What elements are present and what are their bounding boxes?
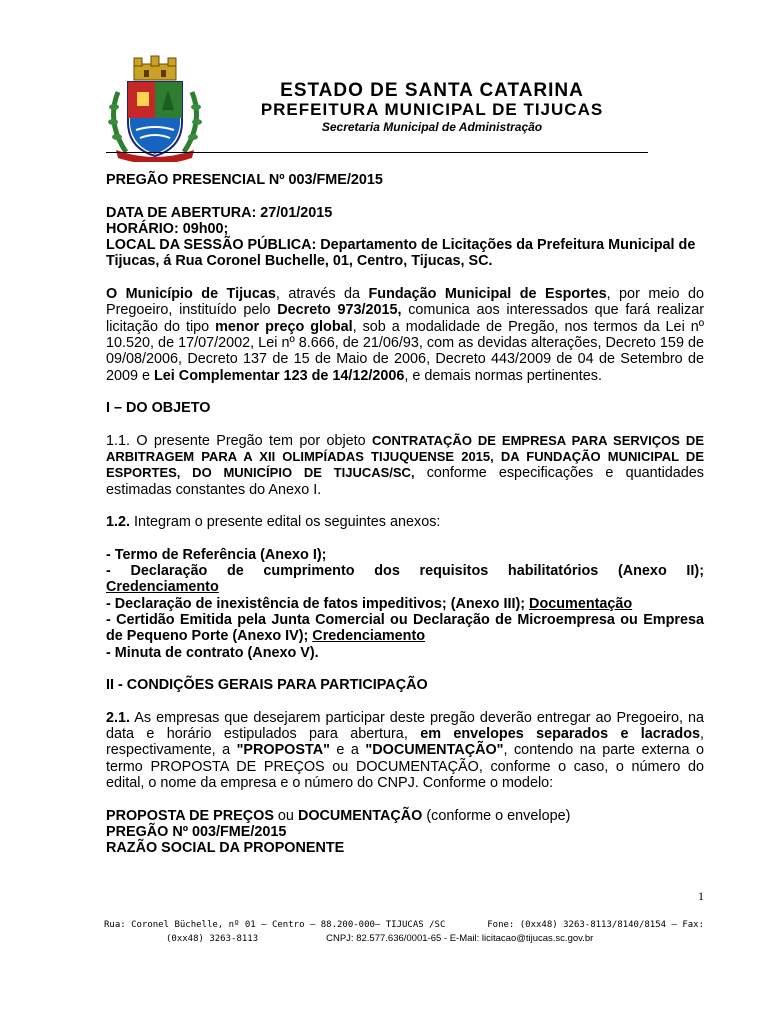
pregao-title: PREGÃO PRESENCIAL Nº 003/FME/2015 xyxy=(106,172,383,188)
local-sessao: LOCAL DA SESSÃO PÚBLICA: Departamento de Licitações da Prefeitura Municipal de Tijucas, á Rua Coronel Buchelle, 01, Centro, Tijucas, SC. xyxy=(106,237,696,270)
envelope-model-line-2: PREGÃO Nº 003/FME/2015 xyxy=(106,823,287,840)
clause-2-1: 2.1. As empresas que desejarem participar deste pregão deverão entregar ao Pregoeiro, na data e horário estipulados para abertura, em envelopes separados e lacrados, respectivamente, a "PROPOSTA" e a "DOCUMENTAÇÃO", contendo na parte externa o termo PROPOSTA DE PREÇOS ou DOCUMENTAÇÃO, conforme o caso, o número do edital, o nome da empresa e o número do CNPJ. Conforme o modelo: xyxy=(106,709,704,791)
municipal-coat-of-arms xyxy=(104,52,206,162)
footer-fax: (0xx48) 3263-8113 xyxy=(166,934,259,944)
clause-1-1: 1.1. O presente Pregão tem por objeto CONTRATAÇÃO DE EMPRESA PARA SERVIÇOS DE ARBITRAGEM PARA A XII OLIMPÍADAS TIJUQUENSE 2015, DA FUNDAÇÃO MUNICIPAL DE ESPORTES, DO MUNICÍPIO DE TIJUCAS/SC, conforme especificações e quantidades estimadas constantes do Anexo I. xyxy=(106,432,704,498)
document-body xyxy=(106,172,704,856)
horario: HORÁRIO: 09h00; xyxy=(106,220,229,237)
data-abertura: DATA DE ABERTURA: 27/01/2015 xyxy=(106,204,333,221)
footer-address: Rua: Coronel Büchelle, nº 01 – Centro – 88.200-000– TIJUCAS /SC xyxy=(104,920,446,930)
annex-item-tag: Credenciamento xyxy=(106,579,219,596)
header-prefeitura: PREFEITURA MUNICIPAL DE TIJUCAS xyxy=(260,100,604,119)
envelope-model-line-3: RAZÃO SOCIAL DA PROPONENTE xyxy=(106,840,345,857)
annex-item: - Termo de Referência (Anexo I); xyxy=(106,546,327,563)
header-divider xyxy=(106,152,648,153)
section-2-title: II - CONDIÇÕES GERAIS PARA PARTICIPAÇÃO xyxy=(106,677,428,694)
annex-list xyxy=(106,547,704,661)
section-1-title: I – DO OBJETO xyxy=(106,400,211,417)
intro-paragraph: O Município de Tijucas, através da Fundação Municipal de Esportes, por meio do Pregoeiro, instituído pelo Decreto 973/2015, comunica aos interessados que fará realizar licitação do tipo menor preço global, sob a modalidade de Pregão, nos termos da Lei nº 10.520, de 17/07/2002, Lei nº 8.666, de 21/06/93, com as devidas alterações, Decreto 159 de 09/08/2006, Decreto 137 de 15 de Maio de 2006, Decreto 443/2009 de 04 de Setembro de 2009 e Lei Complementar 123 de 14/12/2006, e demais normas pertinentes. xyxy=(106,286,704,384)
envelope-model-line-1: PROPOSTA DE PREÇOS ou DOCUMENTAÇÃO (conforme o envelope) xyxy=(106,807,571,824)
annex-item: - Declaração de cumprimento dos requisitos habilitatórios (Anexo II); xyxy=(106,563,704,580)
page-footer xyxy=(104,918,704,946)
header-secretaria: Secretaria Municipal de Administração xyxy=(321,120,543,134)
annex-item: - Certidão Emitida pela Junta Comercial ou Declaração de Microempresa ou Empresa de Pequeno Porte (Anexo IV); Credenciamento xyxy=(106,612,704,645)
footer-cnpj-email: CNPJ: 82.577.636/0001-65 - E-Mail: licitacao@tijucas.sc.gov.br xyxy=(326,933,594,944)
annex-item: - Declaração de inexistência de fatos impeditivos; (Anexo III); Documentação xyxy=(106,595,633,612)
clause-1-2: 1.2. Integram o presente edital os seguintes anexos: xyxy=(106,514,441,531)
annex-item: - Minuta de contrato (Anexo V). xyxy=(106,644,319,661)
page-number: 1 xyxy=(698,889,704,903)
header-state: ESTADO DE SANTA CATARINA xyxy=(280,80,584,101)
footer-phone: Fone: (0xx48) 3263-8113/8140/8154 – Fax: xyxy=(487,920,704,930)
